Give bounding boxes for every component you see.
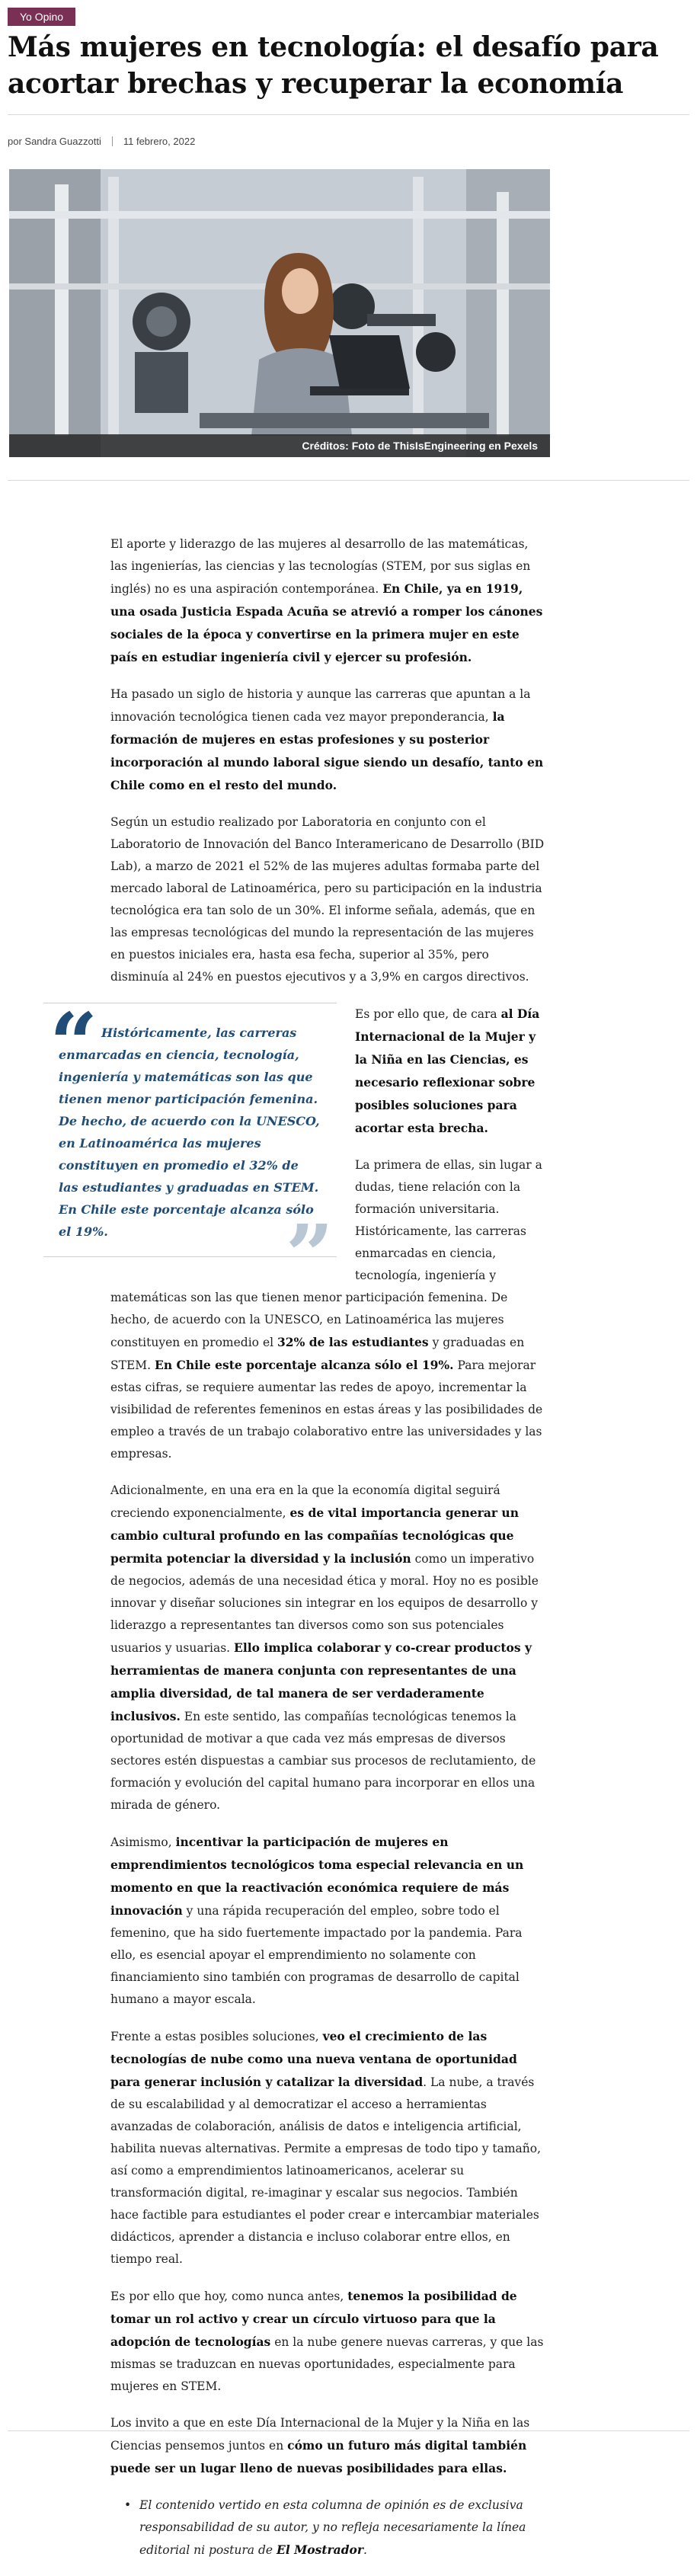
author-name[interactable]: por Sandra Guazzotti	[8, 136, 101, 147]
paragraph-10: Los invito a que en este Día Internacional de la Mujer y la Niña en las Ciencias pensemos juntos en cómo un futuro más digital también puede ser un lugar lleno de nuevas posibilidades para ellas.	[110, 2416, 530, 2475]
paragraph-3: Según un estudio realizado por Laboratoria en conjunto con el Laboratorio de Innovación del Banco Interamericano de Desarrollo (BID Lab), a marzo de 2021 el 52% de las mujeres adultas formaba parte del mercado laboral de Latinoamérica, pero su participación en la industria tecnológica era tan solo de un 30%. El informe señala, además, que en las empresas tecnológicas del mundo la representación de las mujeres en puestos iniciales era, hasta esa fecha, superior al 35%, pero disminuía al 24% en puestos ejecutivos y a 3,9% en cargos directivos.	[110, 815, 545, 984]
article-title: Más mujeres en tecnología: el desafío para acortar brechas y recuperar la economía	[8, 31, 659, 100]
paragraph-7: Asimismo, incentivar la participación de mujeres en emprendimientos tecnológicos toma especial relevancia en un momento en que la reactivación económica requiere de más innovación y una rápida recuperación del empleo, sobre todo el femenino, que ha sido fuertemente impactado por la pandemia. Para ello, es esencial apoyar el emprendimiento no solamente con financiamiento sino también con programas de desarrollo de capital humano a mayor escala.	[110, 1835, 524, 2006]
image-caption: Créditos: Foto de ThisIsEngineering en Pexels	[9, 434, 550, 457]
category-badge[interactable]: Yo Opino	[8, 8, 75, 26]
image-divider	[8, 480, 689, 481]
byline	[8, 136, 195, 147]
byline-separator	[112, 136, 113, 146]
paragraph-1: El aporte y liderazgo de las mujeres al desarrollo de las matemáticas, las ingenierías, las ciencias y las tecnologías (STEM, por sus siglas en inglés) no es una aspiración contemporánea. En Chile, ya en 1919, una osada Justicia Espada Acuña se atrevió a romper los cánones sociales de la época y convertirse en la primera mujer en este país en estudiar ingeniería civil y ejercer su profesión.	[110, 537, 543, 664]
paragraph-2: Ha pasado un siglo de historia y aunque las carreras que apuntan a la innovación tecnológica tienen cada vez mayor preponderancia, la formación de mujeres en estas profesiones y su posterior incorporación al mundo laboral sigue siendo un desafío, tanto en Chile como en el resto del mundo.	[110, 687, 544, 792]
open-quote-icon: “	[50, 994, 98, 1093]
article-body	[50, 533, 548, 2576]
hero-image	[9, 169, 550, 457]
paragraph-4: Es por ello que, de cara al Día Internacional de la Mujer y la Niña en las Ciencias, es necesario reflexionar sobre posibles soluciones para acortar esta brecha.	[355, 1006, 540, 1135]
title-divider	[8, 114, 689, 115]
paragraph-6: Adicionalmente, en una era en la que la economía digital seguirá creciendo exponencialmente, es de vital importancia generar un cambio cultural profundo en las compañías tecnológicas que permita potenciar la diversidad y la inclusión como un imperativo de negocios, además de una necesidad ética y moral. Hoy no es posible innovar y diseñar soluciones sin integrar en los equipos de desarrollo y liderazgo a representantes tan diversos como son sus potenciales usuarios y usuarias. Ello implica colaborar y co-crear productos y herramientas de manera conjunta con representantes de una amplia diversidad, de tal manera de ser verdaderamente inclusivos. En este sentido, las compañías tecnológicas tenemos la oportunidad de motivar a que cada vez más empresas de diversos sectores estén dispuestas a cambiar sus procesos de reclutamiento, de formación y evolución del capital humano para incorporar en ellos una mirada de género.	[110, 1483, 539, 1812]
publish-date: 11 febrero, 2022	[123, 136, 196, 147]
pull-quote-text: Históricamente, las carreras enmarcadas en ciencia, tecnología, ingeniería y matemáticas son las que tienen menor participación femenina. De hecho, de acuerdo con la UNESCO, en Latinoamérica las mujeres constituyen en promedio el 32% de las estudiantes y graduadas en STEM. En Chile este porcentaje alcanza sólo el 19%.	[59, 1026, 320, 1239]
disclaimer-note: • El contenido vertido en esta columna de opinión es de exclusiva responsabilidad de su autor, y no refleja necesariamente la línea editorial ni postura de El Mostrador.	[110, 2494, 548, 2562]
paragraph-5: La primera de ellas, sin lugar a dudas, tiene relación con la formación universitaria. Históricamente, las carreras enmarcadas en ciencia, tecnología, ingeniería y matemáticas son las que tienen menor participación femenina. De hecho, de acuerdo con la UNESCO, en Latinoamérica las mujeres constituyen en promedio el 32% de las estudiantes y graduadas en STEM. En Chile este porcentaje alcanza sólo el 19%. Para mejorar estas cifras, se requiere aumentar las redes de apoyo, incrementar la visibilidad de referentes femeninos en estas áreas y las posibilidades de empleo a través de un trabajo colaborativo entre las universidades y las empresas.	[110, 1158, 543, 1461]
footer-divider	[8, 2430, 689, 2431]
paragraph-8: Frente a estas posibles soluciones, veo el crecimiento de las tecnologías de nube como una nueva ventana de oportunidad para generar inclusión y catalizar la diversidad. La nube, a través de su escalabilidad y al democratizar el acceso a herramientas avanzadas de colaboración, análisis de datos e inteligencia artificial, habilita nuevas alternativas. Permite a empresas de todo tipo y tamaño, así como a emprendimientos latinoamericanos, acelerar su transformación digital, re-imaginar y escalar sus negocios. También hace factible para estudiantes el poder crear e intercambiar materiales didácticos, aprender a distancia e incluso colaborar entre ellos, en tiempo real.	[110, 2029, 542, 2266]
pull-quote	[43, 994, 337, 1304]
hero-illustration	[9, 169, 550, 457]
paragraph-9: Es por ello que hoy, como nunca antes, tenemos la posibilidad de tomar un rol activo y crear un círculo virtuoso para que la adopción de tecnologías en la nube genere nuevas carreras, y que las mismas se traduzcan en nuevas oportunidades, especialmente para mujeres en STEM.	[110, 2289, 544, 2393]
close-quote-icon: ”	[285, 1206, 334, 1304]
